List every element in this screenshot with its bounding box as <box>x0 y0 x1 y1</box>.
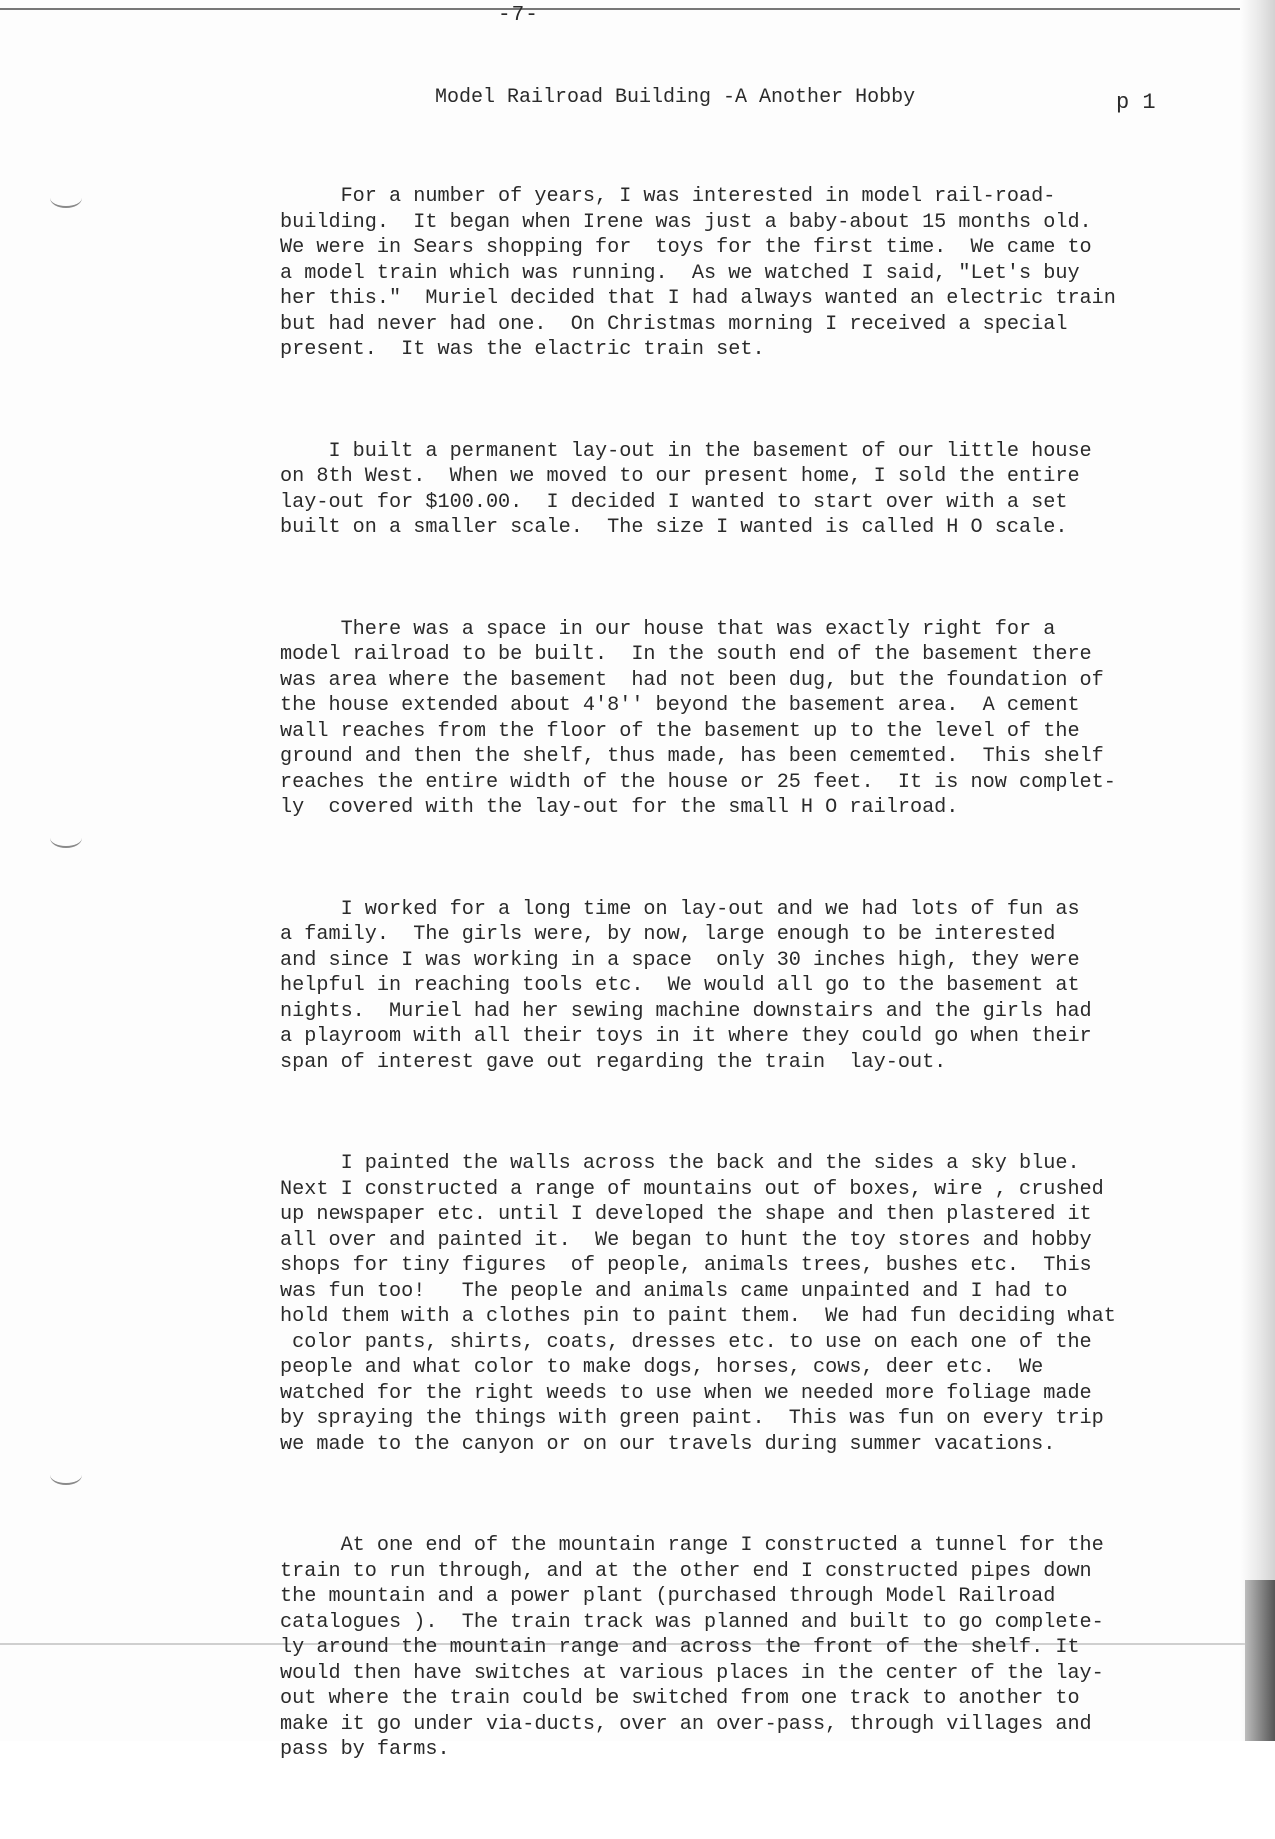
document-body <box>280 133 1180 1839</box>
scan-edge-shadow <box>1241 0 1275 1741</box>
paragraph-2: I built a permanent lay-out in the basement of our little house on 8th West. When we moved to our present home, I sold the entire lay-out for $100.00. I decided I wanted to start over with a set built on a smaller scale. The size I wanted is called H O scale. <box>280 439 1092 539</box>
paragraph-4: I worked for a long time on lay-out and we had lots of fun as a family. The girls were, by now, large enough to be interested and since I was working in a space only 30 inches high, they were helpful in reaching tools etc. We would all go to the basement at nights. Muriel had her sewing machine downstairs and the girls had a playroom with all their toys in it where they could go when their span of interest gave out regarding the train lay-out. <box>280 897 1092 1074</box>
paragraph-3: There was a space in our house that was exactly right for a model railroad to be built. In the south end of the basement there was area where the basement had not been dug, but the foundation of the house extended about 4'8'' beyond the basement area. A cement wall reaches from the floor of the basement up to the level of the ground and then the shelf, thus made, has been cememted. This shelf reaches the entire width of the house or 25 feet. It is now complet- ly covered with the lay-out for the small H O railroad. <box>280 617 1116 819</box>
top-edge-rule <box>0 8 1240 10</box>
binder-hole-mark-icon <box>50 188 82 208</box>
page-tag: p 1 <box>1116 90 1156 115</box>
paragraph-1: For a number of years, I was interested in model rail-road- building. It began when Irene was just a baby-about 15 months old. We were in Sears shopping for toys for the first time. We came to a model train which was running. As we watched I said, "Let's buy her this." Muriel decided that I had always wanted an electric train but had never had one. On Christmas morning I received a special present. It was the elactric train set. <box>280 185 1116 361</box>
document-title: Model Railroad Building -A Another Hobby <box>435 86 916 109</box>
scan-corner-shadow <box>1245 1580 1275 1741</box>
binder-hole-mark-icon <box>50 1465 82 1485</box>
paragraph-6: At one end of the mountain range I constructed a tunnel for the train to run through, and at the other end I constructed pipes down the mountain and a power plant (purchased through Model Railroad catalogues ). The train track was planned and built to go complete- ly around the mountain range and across the front of the shelf. It would then have switches at various places in the center of the lay- out where the train could be switched from one track to another to make it go under via-ducts, over an over-pass, through villages and pass by farms. <box>280 1534 1104 1761</box>
page-number: -7- <box>498 4 539 27</box>
binder-hole-mark-icon <box>50 828 82 848</box>
paragraph-5: I painted the walls across the back and the sides a sky blue. Next I constructed a range of mountains out of boxes, wire , crushed up newspaper etc. until I developed the shape and then plastered it all over and painted it. We began to hunt the toy stores and hobby shops for tiny figures of people, animals trees, bushes etc. This was fun too! The people and animals came unpainted and I had to hold them with a clothes pin to paint them. We had fun deciding what color pants, shirts, coats, dresses etc. to use on each one of the people and what color to make dogs, horses, cows, deer etc. We watched for the right weeds to use when we needed more foliage made by spraying the things with green paint. This was fun on every trip we made to the canyon or on our travels during summer vacations. <box>280 1152 1116 1456</box>
